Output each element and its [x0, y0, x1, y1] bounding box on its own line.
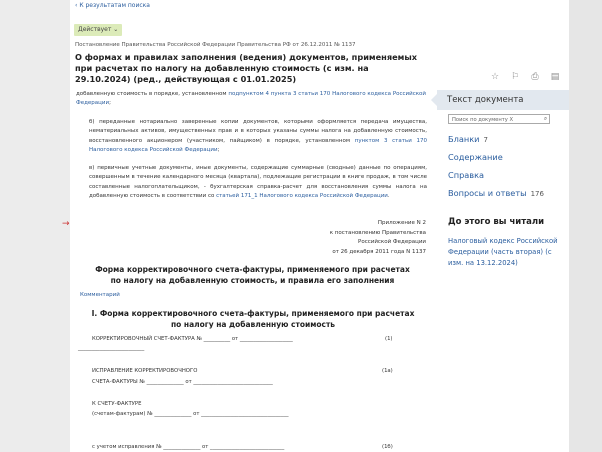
form-row-3-fields: (счетам-фактурам) № ______________ от _________________________________	[92, 411, 289, 417]
form-row-1: КОРРЕКТИРОВОЧНЫЙ СЧЕТ-ФАКТУРА № __________ от ____________________	[92, 336, 293, 342]
paragraph-2: б) переданные нотариально заверенные копии документов, которыми оформляется передача имущества, нематериальных активов, имущественных прав и в которых указаны суммы налога на добавленную стоимость, восстановленного акционером (участником, пайщиком) в порядке, установленном пунктом 3 статьи 170 Налогового кодекса Российской Федерации;	[89, 119, 427, 153]
export-icon[interactable]: ▤	[550, 72, 560, 82]
form-row-4: с учетом исправления № ______________ от ____________________________	[92, 444, 285, 450]
chevron-left-icon: ‹	[75, 2, 78, 9]
chevron-down-icon: ⌄	[113, 26, 119, 33]
form-row-3-label: К СЧЕТУ-ФАКТУРЕ	[92, 401, 142, 407]
form-row-4-number: (1б)	[382, 444, 393, 450]
print-icon[interactable]: ⎙	[531, 72, 539, 82]
form-row-1-continuation: _________________________	[78, 345, 145, 351]
document-meta: Постановление Правительства Российской Федерации Правительства РФ от 26.12.2011 № 1137	[75, 42, 356, 48]
comment-link[interactable]: Комментарий	[80, 292, 120, 298]
sidebar-link-forms[interactable]: Бланки 7	[448, 134, 488, 144]
form-row-2-fields: СЧЕТА-ФАКТУРЫ № ______________ от ______________________________	[92, 379, 273, 385]
right-gutter	[569, 0, 602, 452]
recent-document-link[interactable]: Налоговый кодекс Российской Федерации (часть вторая) (с изм. на 13.12.2024)	[448, 237, 558, 267]
form-row-1-number: (1)	[385, 336, 393, 342]
article-link[interactable]: статьей 171_1 Налогового кодекса Российской Федерации	[216, 192, 388, 199]
form-row-2-number: (1а)	[382, 368, 393, 374]
flag-icon[interactable]: ⚐	[510, 72, 520, 82]
sidebar-link-contents[interactable]: Содержание	[448, 152, 503, 162]
status-badge[interactable]: Действует ⌄	[74, 24, 122, 36]
paragraph-3: в) первичные учетные документы, иные документы, содержащие суммарные (сводные) данные по операциям, совершенным в течение календарного месяца (квартала), подлежащие регистрации в книге продаж, в том числе составленные налогоплательщиком, - бухгалтерская справка-расчет для восстановления суммы налога на добавленную стоимость в соответствии со статьей 171_1 Налогового кодекса Российской Федерации.	[89, 165, 427, 199]
tab-document-text[interactable]: Текст документа	[437, 90, 569, 110]
search-icon[interactable]: ⌕	[543, 115, 548, 122]
sidebar-link-qa[interactable]: Вопросы и ответы 176	[448, 188, 544, 198]
section-title: I. Форма корректировочного счета-фактуры, применяемого при расчетах по налогу на добавленную стоимость	[91, 309, 415, 329]
article-link[interactable]: пунктом 3 статьи 170 Налогового кодекса Российской Федерации	[89, 137, 427, 153]
arrow-marker-icon: →	[62, 219, 70, 229]
recent-heading: До этого вы читали	[448, 217, 545, 227]
paragraph-1: добавленную стоимость в порядке, установленном подпунктом 4 пункта 3 статьи 170 Налогового кодекса Российской Федерации;	[76, 91, 426, 107]
appendix-header: Приложение N 2 к постановлению Правительства Российской Федерации от 26 декабря 2011 года N 1137	[329, 220, 426, 255]
back-to-results-link[interactable]: ‹ К результатам поиска	[75, 2, 150, 9]
document-toolbar	[490, 72, 560, 82]
form-row-2-label: ИСПРАВЛЕНИЕ КОРРЕКТИРОВОЧНОГО	[92, 368, 198, 374]
document-search-input[interactable]: Поиск по документу X	[448, 114, 550, 124]
page-title: О формах и правилах заполнения (ведения) документов, применяемых при расчетах по налогу на добавленную стоимость (с изм. на 29.10.2024) (ред., действующая с 01.01.2025)	[75, 52, 418, 84]
star-icon[interactable]: ☆	[490, 72, 500, 82]
article-link[interactable]: подпунктом 4 пункта 3 статьи 170 Налогового кодекса Российской Федерации	[76, 91, 426, 107]
form-title: Форма корректировочного счета-фактуры, применяемого при расчетах по налогу на добавленную стоимость, и правила его заполнения	[95, 265, 410, 285]
sidebar-link-reference[interactable]: Справка	[448, 170, 485, 180]
